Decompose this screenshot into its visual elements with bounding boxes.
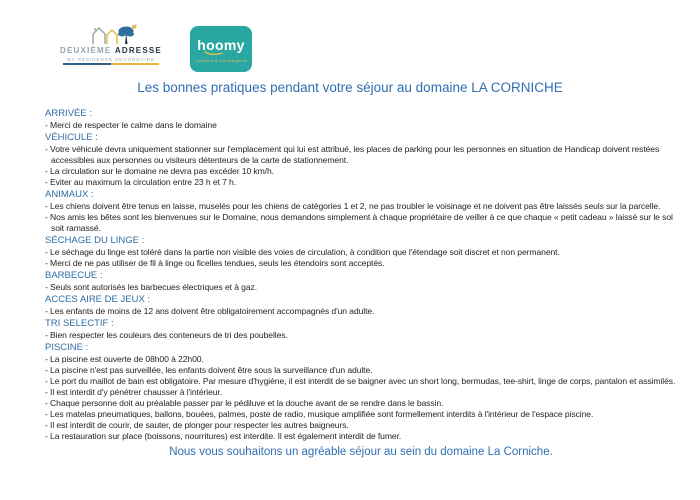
section-sechage-du-linge <box>45 234 677 269</box>
section-heading: ANIMAUX : <box>45 189 94 200</box>
rule-item: - Les matelas pneumatiques, ballons, bouées, palmes, poste de radio, musique amplifiée sont formellement interdits à l'intérieur de l'espace piscine. <box>45 409 594 419</box>
rule-item: - Les enfants de moins de 12 ans doivent être obligatoirement accompagnés d'un adulte. <box>45 306 375 316</box>
section-arrivee <box>45 107 677 131</box>
section-animaux <box>45 188 677 234</box>
rule-item: - Merci de respecter le calme dans le domaine <box>45 120 217 130</box>
rule-item: - Bien respecter les couleurs des conteneurs de tri des poubelles. <box>45 330 288 340</box>
section-barbecue <box>45 269 677 293</box>
section-heading: PISCINE : <box>45 342 89 353</box>
rule-item: - La restauration sur place (boissons, nourritures) est interdite. Il est également interdit de fumer. <box>45 431 402 441</box>
section-heading: SÉCHAGE DU LINGE : <box>45 235 145 246</box>
rule-item: - La circulation sur le domaine ne devra pas excéder 10 km/h. <box>45 166 274 176</box>
rule-item: - Le séchage du linge est toléré dans la partie non visible des voies de circulation, à condition que l'étendage soit discret et non permanent. <box>45 247 560 257</box>
section-heading: ARRIVÉE : <box>45 108 92 119</box>
house-tree-icon <box>85 24 137 46</box>
section-piscine <box>45 341 677 442</box>
rule-item: - La piscine n'est pas surveillée, les enfants doivent être sous la surveillance d'un adulte. <box>45 365 373 375</box>
rule-item: - Nos amis les bêtes sont les bienvenues sur le Domaine, nous demandons simplement à chaque propriétaire de veiller à ce que chaque « petit cadeau » laissé sur le sol soit ramassé. <box>45 212 673 233</box>
hoomy-swoosh-icon <box>204 51 238 56</box>
section-heading: TRI SELECTIF : <box>45 318 114 329</box>
two-color-rule <box>63 63 159 65</box>
hoomy-wordmark: hoomy <box>197 36 245 53</box>
rule-item: - Les chiens doivent être tenus en laisse, muselés pour les chiens de catégories 1 et 2, ne pas troubler le voisinage et ne doivent pas être laissés seuls sur la parcelle. <box>45 201 661 211</box>
section-heading: ACCES AIRE DE JEUX : <box>45 294 151 305</box>
rule-item: - Le port du maillot de bain est obligatoire. Par mesure d'hygiène, il est interdit de se baigner avec un short long, bermudas, tee-shirt, linge de corps, pantalon et assimilés. <box>45 376 676 386</box>
deuxieme-adresse-tagline: MA RÉSIDENCE SECONDAIRE <box>66 57 155 62</box>
rule-item: - Merci de ne pas utiliser de fil à linge ou ficelles tendues, seuls les étendoirs sont acceptés. <box>45 258 385 268</box>
page-title: Les bonnes pratiques pendant votre séjour au domaine LA CORNICHE <box>137 80 563 95</box>
section-tri-selectif <box>45 317 677 341</box>
section-vehicule <box>45 131 677 188</box>
rule-item: - Votre véhicule devra uniquement stationner sur l'emplacement qui lui est attribué, les places de parking pour les personnes en situation de Handicap doivent restées accessibles aux personnes ou visiteurs détenteurs de la carte de stationnement. <box>45 144 660 165</box>
adresse-text: ADRESSE <box>114 46 162 55</box>
rule-item: - Chaque personne doit au préalable passer par le pédiluve et la douche avant de se rendre dans le bassin. <box>45 398 444 408</box>
closing-message: Nous vous souhaitons un agréable séjour au sein du domaine La Corniche. <box>169 446 553 458</box>
section-acces-aire-de-jeux <box>45 293 677 317</box>
section-heading: BARBECUE : <box>45 270 103 281</box>
deuxieme-adresse-wordmark <box>60 46 162 55</box>
rules-list <box>45 107 677 458</box>
deuxieme-text: DEUXIÈME <box>60 46 112 55</box>
hoomy-tagline: Location & Conciergerie <box>195 57 247 63</box>
rule-item: - Seuls sont autorisés les barbecues électriques et à gaz. <box>45 282 258 292</box>
rule-item: - Eviter au maximum la circulation entre 23 h et 7 h. <box>45 177 237 187</box>
rule-item: - Il est interdit d'y pénétrer chausser à l'intérieur. <box>45 387 223 397</box>
rule-item: - La piscine est ouverte de 08h00 à 22h00. <box>45 354 204 364</box>
hoomy-logo <box>190 26 252 72</box>
deuxieme-adresse-logo <box>55 24 167 70</box>
section-heading: VÉHICULE : <box>45 132 98 143</box>
rule-item: - Il est interdit de courir, de sauter, de plonger pour respecter les autres baigneurs. <box>45 420 349 430</box>
